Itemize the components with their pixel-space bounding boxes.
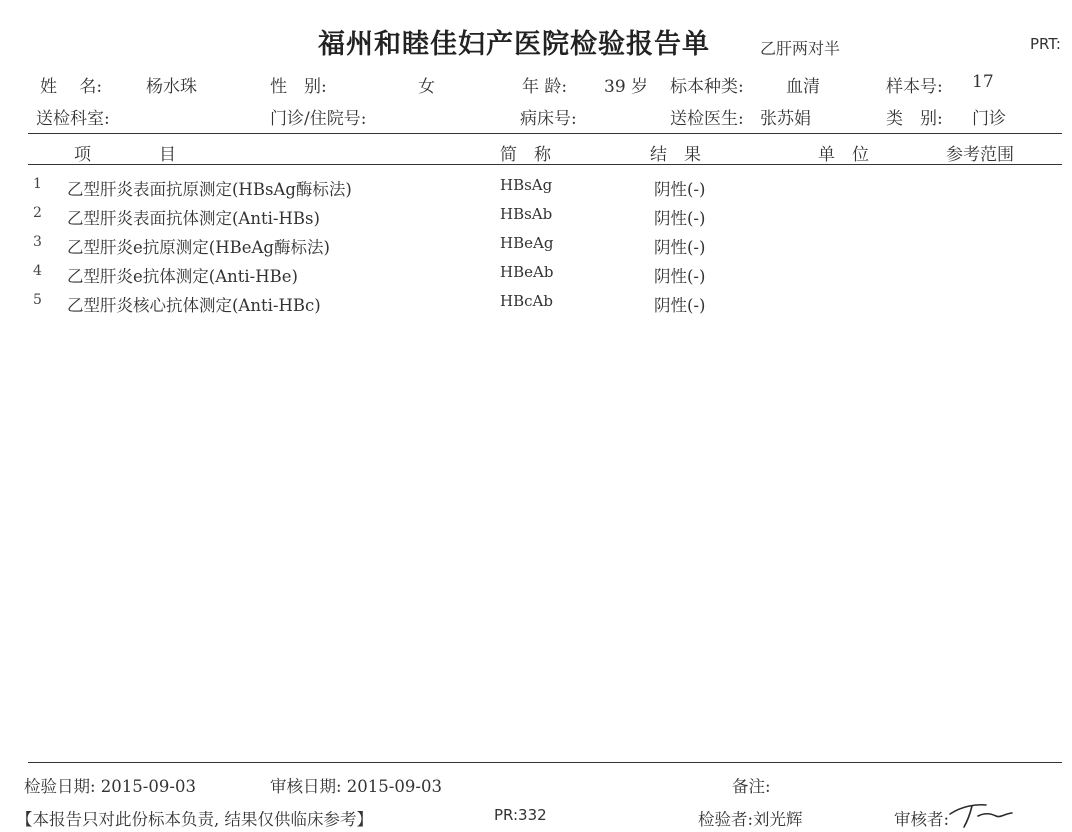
table-top-rule [28,133,1062,134]
row-result: 阴性(-) [654,267,706,286]
patient-age: 39 岁 [604,77,649,97]
header-unit: 单 位 [818,145,869,165]
row-item-name: 乙型肝炎表面抗原测定(HBsAg酶标法) [67,180,352,199]
gender-label: 性 别: [270,77,327,97]
bed-label: 病床号: [520,109,577,129]
row-item-name: 乙型肝炎表面抗体测定(Anti-HBs) [67,209,320,228]
sample-no: 17 [972,72,994,92]
outpatient-label: 门诊/住院号: [270,109,367,129]
row-result: 阴性(-) [654,238,706,257]
category-label: 类 别: [886,109,943,129]
row-index: 2 [33,205,42,221]
header-reference: 参考范围 [946,145,1014,165]
row-item-name: 乙型肝炎e抗原测定(HBeAg酶标法) [67,238,330,257]
dept-label: 送检科室: [36,109,110,129]
disclaimer: 【本报告只对此份标本负责, 结果仅供临床参考】 [16,810,373,829]
remark-label: 备注: [732,777,771,796]
review-date: 审核日期: 2015-09-03 [270,777,442,796]
header-abbr: 简 称 [500,145,551,165]
reviewer-signature-icon [942,796,1032,830]
specimen-type: 血清 [786,77,820,97]
row-item-name: 乙型肝炎核心抗体测定(Anti-HBc) [67,296,321,315]
row-index: 4 [33,263,42,279]
report-subtitle: 乙肝两对半 [760,39,841,58]
report-title: 福州和睦佳妇产医院检验报告单 [318,29,710,60]
doctor-label: 送检医生: [670,109,744,129]
tester: 检验者:刘光辉 [698,810,803,829]
category-value: 门诊 [972,109,1006,129]
doctor-name: 张苏娟 [760,109,811,129]
specimen-label: 标本种类: [670,77,744,97]
header-result: 结 果 [650,145,701,165]
patient-name: 杨水珠 [146,77,197,97]
row-result: 阴性(-) [654,296,706,315]
test-date: 检验日期: 2015-09-03 [24,777,196,796]
row-abbr: HBeAg [500,234,554,252]
footer-rule [28,762,1062,763]
name-label: 姓 名: [40,77,103,97]
header-item: 项 目 [74,145,176,165]
pr-code: PR:332 [494,806,547,824]
row-result: 阴性(-) [654,209,706,228]
prt-label: PRT: [1030,35,1061,53]
row-abbr: HBeAb [500,263,554,281]
table-header-rule [28,164,1062,165]
age-label: 年 龄: [522,77,568,97]
sample-no-label: 样本号: [886,77,943,97]
row-index: 5 [33,292,42,308]
row-abbr: HBcAb [500,292,553,310]
row-index: 1 [33,176,42,192]
row-abbr: HBsAg [500,176,553,194]
reviewer-label: 审核者: [894,810,950,829]
patient-gender: 女 [418,77,435,97]
row-item-name: 乙型肝炎e抗体测定(Anti-HBe) [67,267,298,286]
row-abbr: HBsAb [500,205,553,223]
row-result: 阴性(-) [654,180,706,199]
row-index: 3 [33,234,42,250]
